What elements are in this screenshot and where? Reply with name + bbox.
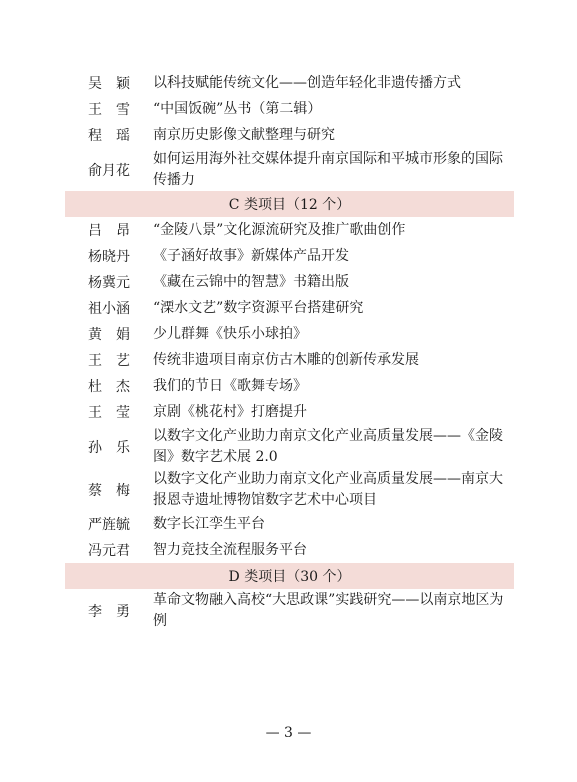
- project-row: [65, 243, 514, 269]
- project-row: [65, 122, 514, 148]
- section-header: D 类项目（30 个）: [65, 563, 514, 589]
- applicant-name: 王 艺: [88, 353, 130, 369]
- project-row: [65, 217, 514, 243]
- project-list: [65, 70, 514, 632]
- project-title: 南京历史影像文献整理与研究: [153, 126, 335, 143]
- project-row: [65, 425, 514, 468]
- section-header: C 类项目（12 个）: [65, 191, 514, 217]
- project-row: [65, 70, 514, 96]
- project-title: 革命文物融入高校“大思政课”实践研究——以南京地区为例: [153, 591, 504, 629]
- project-title: 数字长江孪生平台: [153, 515, 265, 532]
- project-title: 智力竞技全流程服务平台: [153, 541, 307, 558]
- project-row: [65, 511, 514, 537]
- project-row: [65, 269, 514, 295]
- project-row: [65, 347, 514, 373]
- project-title: 以数字文化产业助力南京文化产业高质量发展——南京大报恩寺遗址博物馆数字艺术中心项目: [153, 470, 503, 508]
- project-row: [65, 321, 514, 347]
- project-title: 《藏在云锦中的智慧》书籍出版: [153, 273, 349, 290]
- project-title: 少儿群舞《快乐小球拍》: [153, 325, 307, 342]
- project-title: 如何运用海外社交媒体提升南京国际和平城市形象的国际传播力: [153, 150, 503, 188]
- applicant-name: 祖小涵: [88, 301, 130, 317]
- applicant-name: 严旌毓: [88, 517, 130, 533]
- project-title: 以数字文化产业助力南京文化产业高质量发展——《金陵图》数字艺术展 2.0: [153, 427, 503, 465]
- page-number: — 3 —: [265, 725, 312, 741]
- applicant-name: 蔡 梅: [88, 482, 130, 499]
- project-row: [65, 373, 514, 399]
- project-title: “金陵八景”文化源流研究及推广歌曲创作: [153, 221, 406, 238]
- project-title: 《子涵好故事》新媒体产品开发: [153, 247, 349, 264]
- applicant-name: 吕 昂: [88, 223, 130, 239]
- project-title: “中国饭碗”丛书（第二辑）: [153, 100, 322, 117]
- applicant-name: 冯元君: [88, 543, 130, 559]
- project-row: [65, 537, 514, 563]
- project-title: 传统非遗项目南京仿古木雕的创新传承发展: [153, 351, 419, 368]
- project-row: [65, 295, 514, 321]
- applicant-name: 杨晓丹: [88, 249, 130, 265]
- project-title: 我们的节日《歌舞专场》: [153, 377, 307, 394]
- project-row: [65, 468, 514, 511]
- applicant-name: 杨冀元: [88, 275, 130, 291]
- project-row: [65, 148, 514, 191]
- applicant-name: 程 瑶: [88, 128, 130, 144]
- project-title: 以科技赋能传统文化——创造年轻化非遗传播方式: [153, 74, 461, 91]
- applicant-name: 孙 乐: [88, 439, 130, 456]
- applicant-name: 王 莹: [88, 405, 130, 421]
- applicant-name: 吴 颖: [88, 76, 130, 92]
- applicant-name: 俞月花: [88, 162, 130, 179]
- applicant-name: 王 雪: [88, 102, 130, 118]
- applicant-name: 黄 娟: [88, 327, 130, 343]
- project-row: [65, 96, 514, 122]
- applicant-name: 李 勇: [88, 603, 130, 620]
- project-title: 京剧《桃花村》打磨提升: [153, 403, 307, 420]
- project-row: [65, 399, 514, 425]
- project-title: “溧水文艺”数字资源平台搭建研究: [153, 299, 364, 316]
- project-row: [65, 589, 514, 632]
- applicant-name: 杜 杰: [88, 379, 130, 395]
